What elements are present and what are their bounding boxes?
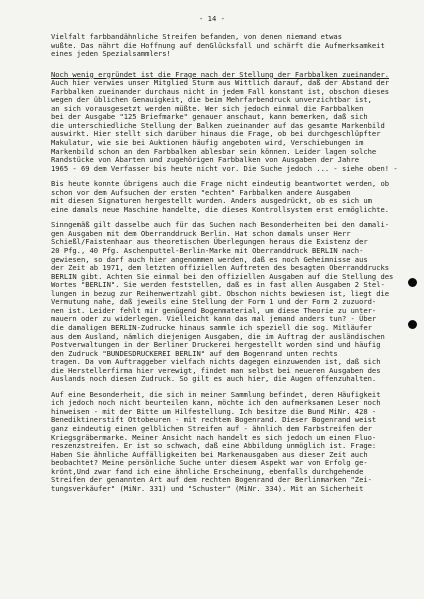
text-line: mauern oder zu widerlegen. Vielleicht kann das mal jemand anders tun? - Über [51, 314, 377, 324]
text-line: wußte. Das nährt die Hoffnung auf denGlücksfall und schärft die Aufmerksamkeit [51, 40, 385, 50]
text-line: eine damals neue Maschine handelte, die dieses Kontrollsystem erst ermöglichte. [51, 204, 390, 214]
text-line: Auf eine Besonderheit, die sich in meiner Sammlung befindet, deren Häufigkeit [51, 389, 381, 399]
punch-hole [408, 320, 417, 329]
text-line: an sich vorausgesetzt werden müßte. Wer sich jedoch einmal die Farbbalken [51, 103, 364, 113]
text-line: Bis heute konnte übrigens auch die Frage nicht eindeutig beantwortet werden, ob [51, 179, 390, 189]
text-line: BERLIN gibt. Achten Sie einmal bei den offiziellen Ausgaben auf die Stellung des [51, 271, 394, 281]
text-line: Kriegsgräbermarke. Meiner Ansicht nach handelt es sich jedoch um einen Fluo- [51, 432, 377, 442]
text-line: die unterschiedliche Stellung der Balken zueinander auf das gesamte Markenbild [51, 120, 385, 130]
paragraph [51, 33, 401, 59]
text-line: eines jeden Spezialsammlers! [51, 49, 171, 59]
text-line: tragen. Da vom Auftraggeber vielfach nichts dagegen einzuwenden ist, daß sich [51, 357, 381, 367]
text-line: Wortes "BERLIN". Sie werden feststellen, daß es in fast allen Ausgaben 2 Stel- [51, 280, 385, 290]
text-line: der Zeit ab 1971, dem letzten offiziellen Auftreten des besagten Oberranddrucks [51, 263, 390, 273]
text-line: bei der Ausgabe "125 Briefmarke" genauer anschaut, kann bemerken, daß sich [51, 112, 368, 122]
text-line: ich jedoch noch nicht beurteilen kann, möchte ich den aufmerksamen Leser noch [51, 398, 381, 408]
text-line: schon vor dem Aufsuchen der ersten "echten" Farbbalken andere Ausgaben [51, 187, 351, 197]
text-line: ganz eindeutig einen gelblichen Streifen auf - ähnlich dem Farbstreifen der [51, 423, 372, 433]
text-line: Postverwaltungen in der Berliner Druckerei hergestellt worden sind und häufig [51, 340, 381, 350]
text-line: Benediktinerstift Ottobeuren - mit rechtem Bogenrand. Dieser Bogenrand weist [51, 415, 377, 425]
text-line: Vielfalt farbbandähnliche Streifen befanden, von denen niemand etwas [51, 32, 342, 41]
text-line: die damaligen BERLIN-Zudrucke hinaus sammle ich speziell die sog. Mitläufer [51, 322, 372, 332]
text-line: lungen in bezug zur Reihenwertzahl gibt. Obschon nichts bewiesen ist, liegt die [51, 288, 390, 298]
text-line: gen Ausgaben mit dem Oberranddruck Berlin. Hat schon damals unser Herr [51, 228, 351, 238]
text-line: 20 Pfg., 40 Pfg. Aschenputtel-Berlin-Marke mit Oberranddruck BERLIN nach- [51, 246, 364, 256]
text-line: Auslands noch diesen Zudruck. So gilt es auch hier, die Augen offenzuhalten. [51, 374, 377, 384]
text-line: hinweisen - mit der Bitte um Hilfestellung. Ich besitze die Bund MiNr. 428 - [51, 406, 377, 416]
text-line: Farbbalken zueinander durchaus nicht in jedem Fall konstant ist, obschon dieses [51, 86, 390, 96]
page-number: - 14 - [199, 14, 225, 23]
text-line: Sinngemäß gilt dasselbe auch für das Suchen nach Besonderheiten bei den damali- [51, 220, 390, 230]
text-line: Randstücke von Abarten und zugehörigen Farbbalken von Ausgaben der Jahre [51, 155, 360, 165]
text-line: Schießl/Faistenhaar aus theoretischen Überlegungen heraus die Existenz der [51, 237, 368, 247]
text-line: die Herstellerfirma hier verewigt, findet man selbst bei neueren Ausgaben des [51, 365, 381, 375]
text-line: beobachtet? Meine persönliche Suche unter diesem Aspekt war von Erfolg ge- [51, 458, 368, 468]
text-line: gewiesen, so darf auch hier angenommen werden, daß es noch Geheimnisse aus [51, 254, 368, 264]
text-line: 1965 - 69 dem Verfasser bis heute nicht vor. Die Suche jedoch ... - siehe oben! - [51, 163, 398, 173]
text-line: Makulatur, wie sie bei Auktionen häufig angeboten wird, Verschiebungen im [51, 138, 364, 148]
text-line: auswirkt. Hier stellt sich darüber hinaus die Frage, ob bei durchgeschlüpfter [51, 129, 381, 139]
text-line: Vermutung nahe, daß jeweils eine Stellung der Form 1 und der Form 2 zuzuord- [51, 297, 377, 307]
text-line: reszenzstreifen. Er ist so schwach, daß eine Abbildung unmöglich ist. Frage: [51, 441, 377, 451]
punch-hole [408, 278, 417, 287]
text-line: wegen der üblichen Genauigkeit, die beim Mehrfarbendruck unverzichtbar ist, [51, 95, 372, 105]
text-line: Noch wenig ergründet ist die Frage nach der Stellung der Farbbalken zueinander. [51, 69, 390, 79]
text-line: Streifen der genannten Art auf dem rechten Bogenrand der Berlinmarken "Zei- [51, 475, 372, 485]
text-line: Auch hier verwies unser Mitglied Sturm aus Wittlich darauf, daß der Abstand der [51, 78, 390, 88]
paragraph [51, 391, 401, 494]
paragraph [51, 180, 401, 214]
text-line: mit diesen Signaturen hergestellt wurden. Anders ausgedrückt, ob es sich um [51, 196, 372, 206]
paragraph [51, 71, 401, 174]
paragraph [51, 221, 401, 383]
text-line: den Zudruck "BUNDESDRUCKEREI BERLIN" auf dem Bogenrand unten rechts [51, 348, 338, 358]
text-line: Haben Sie ähnliche Auffälligkeiten bei Markenausgaben aus dieser Zeit auch [51, 449, 368, 459]
body-text [51, 33, 401, 493]
text-line: nen ist. Leider fehlt mir genügend Bogenmaterial, um diese Theorie zu unter- [51, 305, 377, 315]
text-line: Markenbild schon an den Farbbalken ablesbar sein können. Leider lagen solche [51, 146, 377, 156]
text-line: krönt,Und zwar fand ich eine ähnliche Erscheinung, ebenfalls durchgehende [51, 466, 364, 476]
text-line: tungsverkäufer" (MiNr. 331) und "Schuster" (MiNr. 334). Mit an Sicherheit [51, 483, 364, 493]
text-line: aus dem Ausland, nämlich diejenigen Ausgaben, die im Auftrag der ausländischen [51, 331, 385, 341]
